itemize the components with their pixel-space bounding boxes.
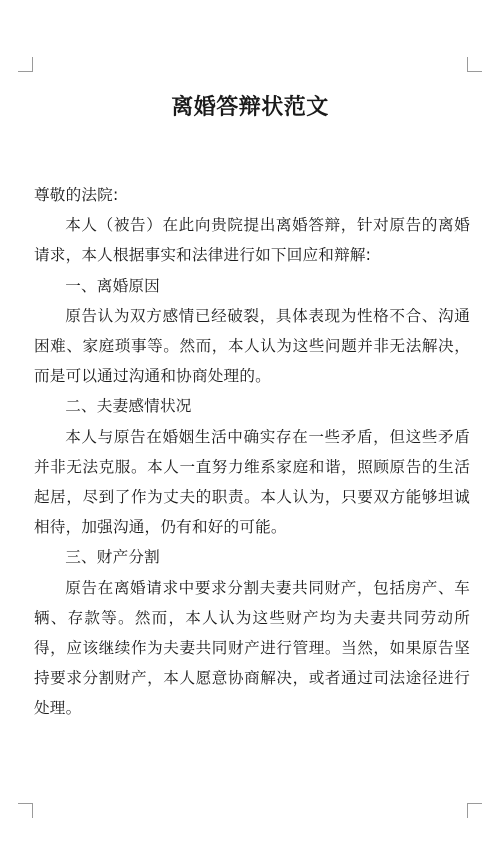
section-body-property: 原告在离婚请求中要求分割夫妻共同财产，包括房产、车辆、存款等。然而，本人认为这些财产均为夫妻共同劳动所得，应该继续作为夫妻共同财产进行管理。当然，如果原告坚持要求分割财产，本人愿意协商解决，或者通过司法途径进行处理。 [34, 578, 470, 718]
section-heading-property: 三、财产分割 [65, 548, 160, 567]
section-body-relationship: 本人与原告在婚姻生活中确实存在一些矛盾，但这些矛盾并非无法克服。本人一直努力维系家庭和谐，照顾原告的生活起居，尽到了作为丈夫的职责。本人认为，只要双方能够坦诚相待，加强沟通，仍有和好的可能。 [34, 427, 470, 537]
crop-mark-bottom-right [467, 803, 482, 818]
crop-mark-bottom-left [18, 803, 33, 818]
section-heading-reason: 一、离婚原因 [65, 276, 160, 295]
crop-mark-top-right [467, 57, 482, 72]
document-title: 离婚答辩状范文 [171, 95, 329, 120]
intro-paragraph: 本人（被告）在此向贵院提出离婚答辩，针对原告的离婚请求，本人根据事实和法律进行如下回应和辩解: [34, 216, 470, 265]
section-body-reason: 原告认为双方感情已经破裂，具体表现为性格不合、沟通困难、家庭琐事等。然而，本人认为这些问题并非无法解决，而是可以通过沟通和协商处理的。 [34, 306, 470, 386]
document-body [34, 180, 470, 724]
section-heading-relationship: 二、夫妻感情状况 [65, 397, 192, 416]
salutation: 尊敬的法院: [34, 186, 119, 204]
crop-mark-top-left [18, 57, 33, 72]
